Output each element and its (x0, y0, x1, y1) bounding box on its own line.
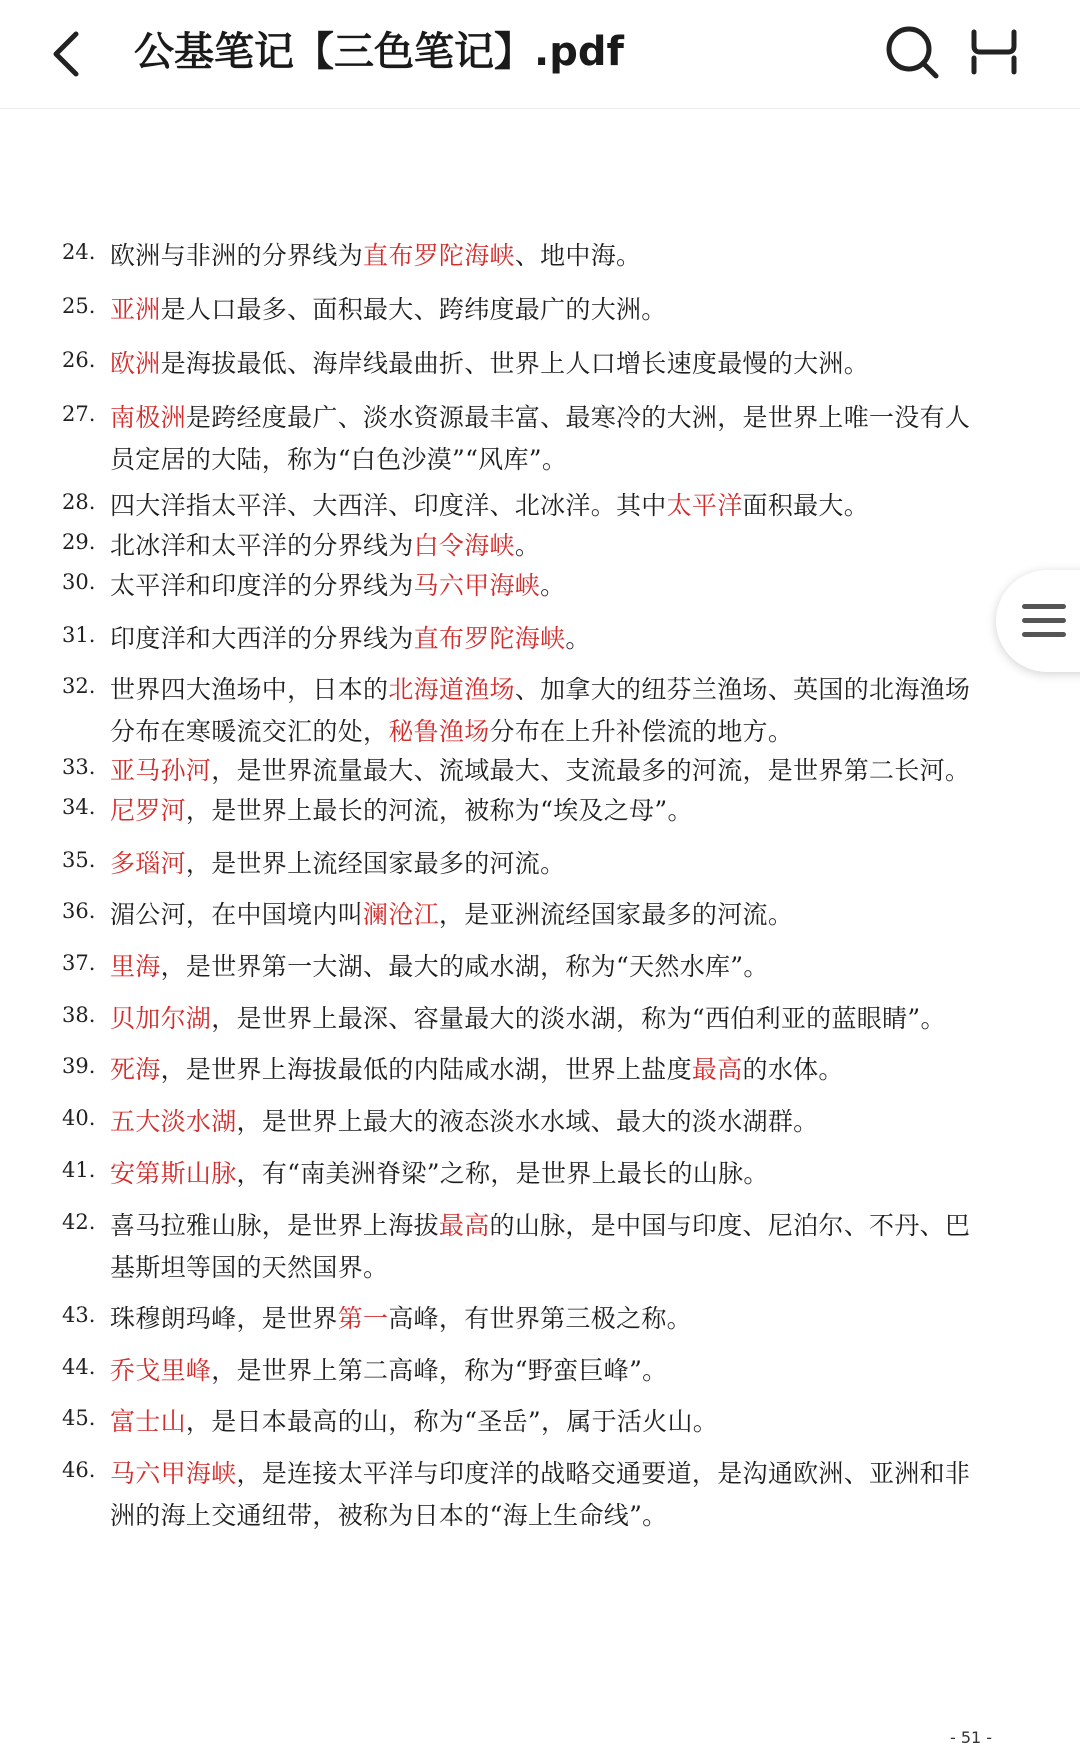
highlight-term: 安第斯山脉 (110, 1159, 237, 1188)
item-number: 43. (62, 1303, 96, 1327)
highlight-term: 亚马孙河 (110, 756, 212, 785)
item-text-line (110, 486, 869, 522)
item-text-line (110, 947, 769, 983)
text-segment: ，是连接太平洋与印度洋的战略交通要道，是沟通欧洲、亚洲和非 (236, 1459, 971, 1488)
highlight-term: 直布罗陀海峡 (363, 241, 515, 270)
text-segment: 分布在上升补偿流的地方。 (489, 717, 794, 746)
item-text-line (110, 1206, 970, 1242)
text-segment: ，是世界上第二高峰，称为“野蛮巨峰”。 (211, 1356, 668, 1385)
document-title: 公基笔记【三色笔记】.pdf (134, 29, 624, 75)
text-segment: ，是世界第一大湖、最大的咸水湖，称为“天然水库”。 (160, 952, 769, 981)
highlight-term: 澜沧江 (363, 900, 439, 929)
item-text-line (110, 440, 567, 476)
item-text-line (110, 1154, 769, 1190)
item-number: 36. (62, 899, 96, 923)
item-number: 25. (62, 294, 96, 318)
text-segment: 、加拿大的纽芬兰渔场、英国的北海渔场 (514, 675, 971, 704)
text-segment: 分布在寒暖流交汇的处， (110, 717, 389, 746)
highlight-term: 五大淡水湖 (110, 1107, 237, 1136)
item-text-line (110, 1299, 692, 1335)
item-number: 45. (62, 1406, 96, 1430)
item-text-line (110, 1351, 667, 1387)
item-text-line (110, 344, 869, 380)
text-segment: 。 (514, 531, 541, 560)
item-number: 32. (62, 674, 96, 698)
item-number: 46. (62, 1458, 96, 1482)
text-segment: 。 (565, 624, 591, 653)
highlight-term: 最高 (438, 1211, 490, 1240)
highlight-term: 多瑙河 (110, 849, 186, 878)
text-segment: ，是世界上海拔最低的内陆咸水湖，世界上盐度 (160, 1055, 692, 1084)
item-number: 28. (62, 490, 96, 514)
text-segment: ，有“南美洲脊梁”之称，是世界上最长的山脉。 (236, 1159, 769, 1188)
page-number: - 51 - (950, 1728, 993, 1747)
text-segment: 、地中海。 (514, 241, 642, 270)
text-segment: ，是世界上最深、容量最大的淡水湖，称为“西伯利亚的蓝眼睛”。 (211, 1004, 946, 1033)
highlight-term: 直布罗陀海峡 (413, 624, 566, 653)
item-text-line (110, 844, 565, 880)
item-number: 31. (62, 623, 96, 647)
item-number: 30. (62, 570, 96, 594)
text-segment: 北冰洋和太平洋的分界线为 (110, 531, 414, 560)
text-segment: 珠穆朗玛峰，是世界 (110, 1304, 338, 1333)
item-text-line (110, 1496, 667, 1532)
text-segment: ，是世界流量最大、流域最大、支流最多的河流，是世界第二长河。 (211, 756, 971, 785)
highlight-term: 最高 (691, 1055, 743, 1084)
highlight-term: 乔戈里峰 (110, 1356, 212, 1385)
item-text-line (110, 1102, 818, 1138)
text-segment: 员定居的大陆，称为“白色沙漠”“风库”。 (110, 445, 568, 474)
text-segment: ，是日本最高的山，称为“圣岳”，属于活火山。 (185, 1407, 719, 1436)
item-text-line (110, 566, 565, 602)
text-segment: 世界四大渔场中，日本的 (110, 675, 389, 704)
item-text-line (110, 999, 946, 1035)
highlight-term: 贝加尔湖 (110, 1004, 212, 1033)
highlight-term: 里海 (110, 952, 161, 981)
item-text-line (110, 290, 667, 326)
text-segment: ，是亚洲流经国家最多的河流。 (438, 900, 794, 929)
text-segment: 是人口最多、面积最大、跨纬度最广的大洲。 (160, 295, 667, 324)
text-segment: 高峰，有世界第三极之称。 (388, 1304, 692, 1333)
highlight-term: 南极洲 (110, 403, 186, 432)
item-number: 27. (62, 402, 96, 426)
item-text-line (110, 619, 591, 655)
text-segment: 四大洋指太平洋、大西洋、印度洋、北冰洋。其中 (110, 491, 667, 520)
text-segment: 。 (540, 571, 566, 600)
item-number: 44. (62, 1355, 96, 1379)
highlight-term: 亚洲 (110, 295, 161, 324)
item-text-line (110, 670, 970, 706)
item-text-line (110, 712, 793, 748)
item-text-line (110, 1402, 718, 1438)
text-segment: 面积最大。 (742, 491, 870, 520)
text-segment: ，是世界上最长的河流，被称为“埃及之母”。 (185, 796, 693, 825)
text-segment: 是跨经度最广、淡水资源最丰富、最寒冷的大洲，是世界上唯一没有人 (185, 403, 971, 432)
highlight-term: 马六甲海峡 (110, 1459, 237, 1488)
highlight-term: 太平洋 (666, 491, 743, 520)
text-segment: 太平洋和印度洋的分界线为 (110, 571, 414, 600)
highlight-term: 富士山 (110, 1407, 186, 1436)
item-text-line (110, 791, 693, 827)
highlight-term: 秘鲁渔场 (388, 717, 490, 746)
text-segment: 的水体。 (742, 1055, 844, 1084)
item-number: 29. (62, 530, 96, 554)
item-number: 35. (62, 848, 96, 872)
text-segment: 基斯坦等国的天然国界。 (110, 1253, 389, 1282)
item-number: 26. (62, 348, 96, 372)
text-segment: 湄公河，在中国境内叫 (110, 900, 364, 929)
item-number: 38. (62, 1003, 96, 1027)
item-number: 39. (62, 1054, 96, 1078)
item-text-line (110, 398, 970, 434)
item-number: 33. (62, 755, 96, 779)
text-segment: 欧洲与非洲的分界线为 (110, 241, 364, 270)
item-text-line (110, 895, 793, 931)
highlight-term: 马六甲海峡 (413, 571, 541, 600)
highlight-term: 尼罗河 (110, 796, 186, 825)
item-text-line (110, 236, 641, 272)
text-segment: 的山脉，是中国与印度、尼泊尔、不丹、巴 (489, 1211, 971, 1240)
text-segment: ，是世界上流经国家最多的河流。 (185, 849, 566, 878)
highlight-term: 死海 (110, 1055, 161, 1084)
item-text-line (110, 1454, 970, 1490)
item-number: 40. (62, 1106, 96, 1130)
item-text-line (110, 526, 540, 562)
item-number: 37. (62, 951, 96, 975)
highlight-term: 北海道渔场 (388, 675, 515, 704)
text-segment: 洲的海上交通纽带，被称为日本的“海上生命线”。 (110, 1501, 668, 1530)
text-segment: 是海拔最低、海岸线最曲折、世界上人口增长速度最慢的大洲。 (160, 349, 870, 378)
item-number: 41. (62, 1158, 96, 1182)
highlight-term: 白令海峡 (413, 531, 515, 560)
item-number: 42. (62, 1210, 96, 1234)
item-text-line (110, 1248, 388, 1284)
item-text-line (110, 751, 970, 787)
highlight-term: 欧洲 (110, 349, 161, 378)
text-segment: 印度洋和大西洋的分界线为 (110, 624, 414, 653)
item-number: 34. (62, 795, 96, 819)
text-segment: ，是世界上最大的液态淡水水域、最大的淡水湖群。 (236, 1107, 819, 1136)
item-number: 24. (62, 240, 96, 264)
item-text-line (110, 1050, 844, 1086)
text-segment: 喜马拉雅山脉，是世界上海拔 (110, 1211, 439, 1240)
highlight-term: 第一 (337, 1304, 389, 1333)
